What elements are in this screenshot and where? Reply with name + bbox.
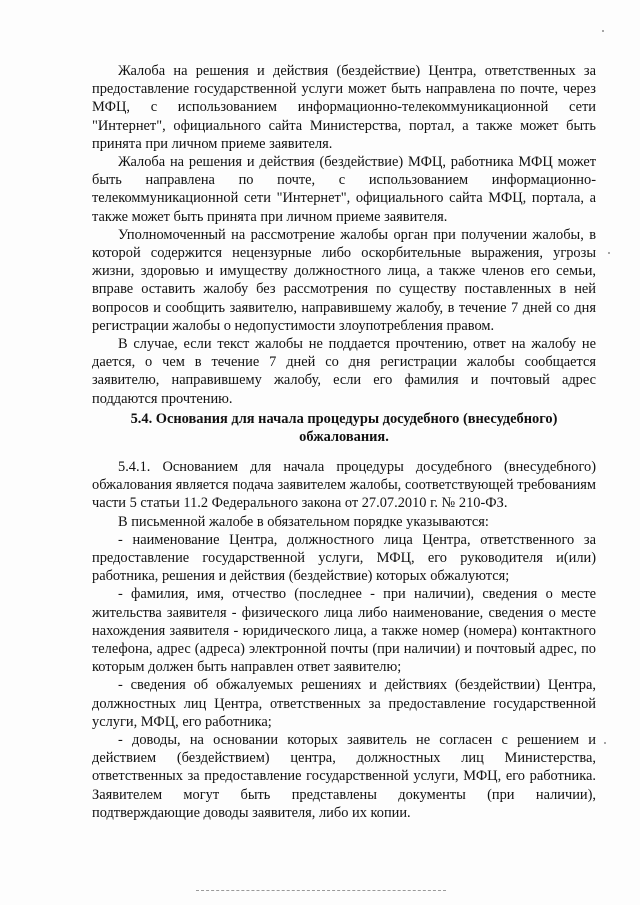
- scan-speck: [604, 742, 606, 744]
- paragraph-required-items-intro: В письменной жалобе в обязательном порядке указываются:: [118, 513, 489, 530]
- paragraph-unreadable-complaint: В случае, если текст жалобы не поддается прочтению, ответ на жалобу не дается, о чем в течение 7 дней со дня регистрации жалобы сообщается заявителю, направившему жалобу, если его фамилия и почтовый адрес поддаются прочтению.: [92, 336, 596, 407]
- list-item-arguments: - доводы, на основании которых заявитель не согласен с решением и действием (бездействием) центра, должностных лиц Министерства, ответственных за предоставление государственной услуги, МФЦ, его работника. Заявителем могут быть представлены документы (при наличии), подтверждающие доводы заявителя, либо их копии.: [92, 732, 596, 821]
- list-item-appealed-decisions: - сведения об обжалуемых решениях и действиях (бездействии) Центра, должностных лиц Центра, ответственных за предоставление государственной услуги, МФЦ, его работника;: [92, 677, 596, 730]
- paragraph-mfc-complaint: Жалоба на решения и действия (бездействие) МФЦ, работника МФЦ может быть направлена по почте, с использованием информационно-телекоммуникационной сети "Интернет", официального сайта МФЦ, портала, а также может быть принята при личном приеме заявителя.: [92, 154, 596, 225]
- paragraph-abusive-complaint: Уполномоченный на рассмотрение жалобы орган при получении жалобы, в которой содержится нецензурные либо оскорбительные выражения, угрозы жизни, здоровью и имуществу должностного лица, а также членов его семьи, вправе оставить жалобу без рассмотрения по существу поставленных в ней вопросов и сообщить заявителю, направившему жалобу, в течение 7 дней со дня регистрации жалобы о недопустимости злоупотребления правом.: [92, 226, 596, 334]
- section-text-grounds: [92, 458, 596, 822]
- scan-edge-line: [196, 890, 446, 891]
- section-heading-5-4: 5.4. Основания для начала процедуры досудебного (внесудебного) обжалования.: [130, 411, 558, 446]
- list-item-name-of-center: - наименование Центра, должностного лица Центра, ответственного за предоставление государственной услуги, МФЦ, его руководителя и(или) работника, решения и действия (бездействие) которых обжалуются;: [92, 531, 596, 585]
- paragraph-5-4-1: 5.4.1. Основанием для начала процедуры досудебного (внесудебного) обжалования является подача заявителем жалобы, соответствующей требованиям части 5 статьи 11.2 Федерального закона от 27.07.2010 г. № 210-ФЗ.: [92, 459, 596, 512]
- section-text-complaint-channels: [92, 62, 596, 408]
- scan-speck: [608, 252, 610, 254]
- paragraph-center-complaint: Жалоба на решения и действия (бездействие) Центра, ответственных за предоставление государственной услуги может быть направлена по почте, через МФЦ, с использованием информационно-телекоммуникационной сети "Интернет", официального сайта Министерства, портал, а также может быть принята при личном приеме заявителя.: [92, 63, 596, 152]
- list-item-applicant-details: - фамилия, имя, отчество (последнее - при наличии), сведения о месте жительства заявителя - физического лица либо наименование, сведения о месте нахождения заявителя - юридического лица, а также номер (номера) контактного телефона, адрес (адреса) электронной почты (при наличии) и почтовый адрес, по которым должен быть направлен ответ заявителю;: [92, 586, 596, 676]
- scan-speck: [602, 30, 604, 32]
